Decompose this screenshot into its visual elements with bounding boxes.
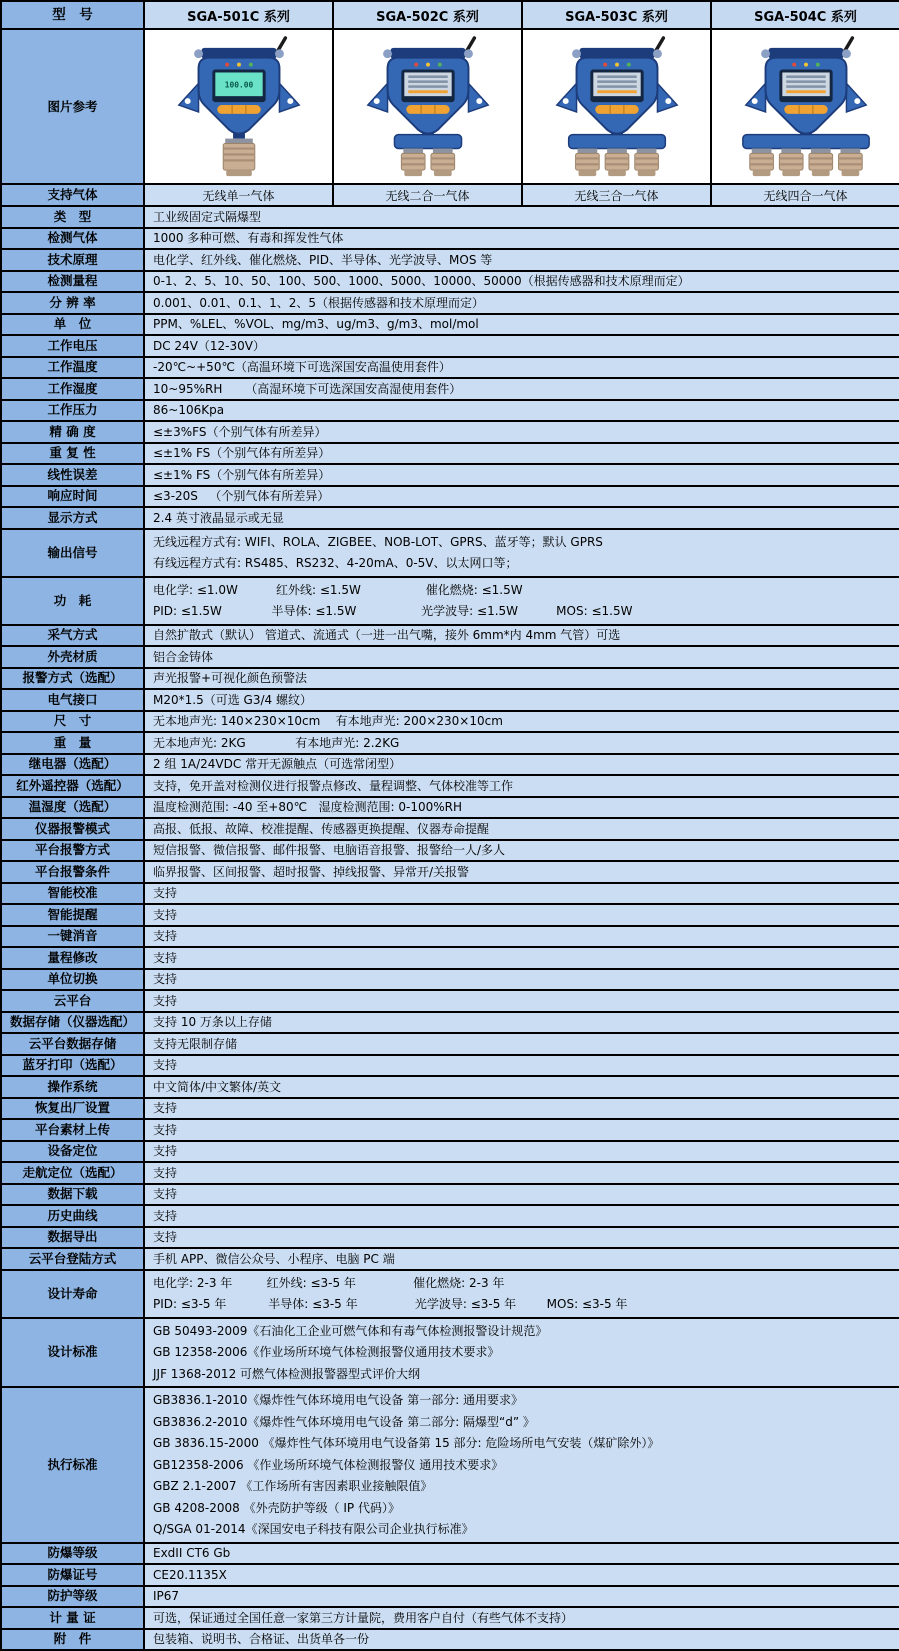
- spec-row-value: [144, 1387, 899, 1543]
- gas-detector-illustration: [339, 34, 517, 182]
- product-image-cell: [522, 29, 711, 184]
- spec-row-label: 检测量程: [1, 271, 144, 293]
- spec-row: [1, 1012, 899, 1034]
- sensor-probe: [779, 148, 803, 176]
- spec-row-value: 支持: [144, 1141, 899, 1163]
- mounting-wing: [657, 83, 677, 112]
- spec-row-label: 恢复出厂设置: [1, 1098, 144, 1120]
- spec-row-value: 自然扩散式（默认） 管道式、流通式（一进一出气嘴，接外 6mm*内 4mm 气管）可选: [144, 625, 899, 647]
- spec-row-value: 无本地声光: 2KG 有本地声光: 2.2KG: [144, 732, 899, 754]
- spec-row: [1, 732, 899, 754]
- spec-row-label: 附 件: [1, 1629, 144, 1651]
- spec-row-label: 响应时间: [1, 486, 144, 508]
- image-row-label: 图片参考: [1, 29, 144, 184]
- gas-type-value: 无线二合一气体: [333, 184, 522, 206]
- spec-row-label: 外壳材质: [1, 646, 144, 668]
- spec-row-label: 设备定位: [1, 1141, 144, 1163]
- spec-row-label: 设计寿命: [1, 1270, 144, 1318]
- spec-row: [1, 818, 899, 840]
- sensor-probe: [808, 148, 832, 176]
- model-header: SGA-503C 系列: [522, 1, 711, 29]
- spec-row-label: 重 复 性: [1, 443, 144, 465]
- spec-line: 无线远程方式有: WIFI、ROLA、ZIGBEE、NOB-LOT、GPRS、蓝牙等；默认 GPRS: [153, 534, 603, 549]
- spec-row-label: 数据导出: [1, 1227, 144, 1249]
- spec-row: [1, 646, 899, 668]
- spec-row-value: ≤±1% FS（个别气体有所差异）: [144, 464, 899, 486]
- gas-type-value: 无线单一气体: [144, 184, 333, 206]
- spec-row: [1, 711, 899, 733]
- model-header-label: 型 号: [1, 1, 144, 29]
- spec-line: GB3836.1-2010《爆炸性气体环境用电气设备 第一部分: 通用要求》: [153, 1393, 524, 1407]
- gas-detector-illustration: [150, 34, 328, 182]
- spec-row-value: [144, 1270, 899, 1318]
- spec-row-value: 支持: [144, 1119, 899, 1141]
- spec-line: PID: ≤3-5 年 半导体: ≤3-5 年 光学波导: ≤3-5 年 MOS: ≤3-5 年: [153, 1297, 628, 1311]
- spec-row-label: 技术原理: [1, 249, 144, 271]
- spec-row-label: 数据下载: [1, 1184, 144, 1206]
- spec-row-value: 支持: [144, 947, 899, 969]
- spec-row-label: 执行标准: [1, 1387, 144, 1543]
- spec-row-value: 支持，免开盖对检测仪进行报警点修改、量程调整、气体校准等工作: [144, 775, 899, 797]
- spec-row: [1, 969, 899, 991]
- spec-row-value: 中文简体/中文繁体/英文: [144, 1076, 899, 1098]
- spec-line: PID: ≤1.5W 半导体: ≤1.5W 光学波导: ≤1.5W MOS: ≤1.5W: [153, 604, 633, 618]
- spec-row: [1, 1629, 899, 1651]
- spec-row-label: 数据存储（仪器选配）: [1, 1012, 144, 1034]
- spec-row: [1, 1205, 899, 1227]
- mounting-wing: [468, 83, 488, 112]
- spec-line: GB 50493-2009《石油化工企业可燃气体和有毒气体检测报警设计规范》: [153, 1323, 548, 1338]
- product-image-cell: [711, 29, 899, 184]
- gas-type-value: 无线四合一气体: [711, 184, 899, 206]
- spec-row: [1, 1055, 899, 1077]
- spec-row-value: 0.001、0.01、0.1、1、2、5（根据传感器和技术原理而定）: [144, 292, 899, 314]
- spec-row-label: 量程修改: [1, 947, 144, 969]
- spec-line: Q/SGA 01-2014《深国安电子科技有限公司企业执行标准》: [153, 1522, 474, 1536]
- spec-row-label: 温湿度（选配）: [1, 797, 144, 819]
- spec-row-value: 支持: [144, 1055, 899, 1077]
- spec-row-label: 云平台: [1, 990, 144, 1012]
- spec-row-value: 包装箱、说明书、合格证、出货单各一份: [144, 1629, 899, 1651]
- spec-row-label: 走航定位（选配）: [1, 1162, 144, 1184]
- spec-row: [1, 1076, 899, 1098]
- spec-row-value: [144, 1318, 899, 1388]
- model-header: SGA-501C 系列: [144, 1, 333, 29]
- spec-row: [1, 206, 899, 228]
- spec-row-value: 支持: [144, 1227, 899, 1249]
- sensor-probe: [401, 148, 425, 176]
- model-header: SGA-504C 系列: [711, 1, 899, 29]
- gas-type-value: 无线三合一气体: [522, 184, 711, 206]
- spec-row: [1, 668, 899, 690]
- spec-row: [1, 443, 899, 465]
- spec-row-label: 云平台数据存储: [1, 1033, 144, 1055]
- spec-row-value: 0-1、2、5、10、50、100、500、1000、5000、10000、50000（根据传感器和技术原理而定）: [144, 271, 899, 293]
- model-header: SGA-502C 系列: [333, 1, 522, 29]
- sensor-probe: [634, 148, 658, 176]
- spec-row: [1, 1098, 899, 1120]
- spec-row: [1, 421, 899, 443]
- spec-row-label: 显示方式: [1, 507, 144, 529]
- mounting-wing: [178, 83, 198, 112]
- spec-row-label: 工作温度: [1, 357, 144, 379]
- spec-row-value: -20℃~+50℃（高温环境下可选深国安高温使用套件）: [144, 357, 899, 379]
- spec-row-label: 防护等级: [1, 1586, 144, 1608]
- spec-row: [1, 689, 899, 711]
- gas-detector-illustration: [528, 34, 706, 182]
- spec-row: [1, 529, 899, 577]
- spec-row: [1, 400, 899, 422]
- spec-row: [1, 1270, 899, 1318]
- spec-row-label: 操作系统: [1, 1076, 144, 1098]
- spec-row: [1, 314, 899, 336]
- spec-row-label: 采气方式: [1, 625, 144, 647]
- spec-row-value: CE20.1135X: [144, 1564, 899, 1586]
- spec-row-value: 支持: [144, 969, 899, 991]
- spec-row-value: 支持: [144, 1162, 899, 1184]
- mounting-wing: [279, 83, 299, 112]
- keypad-buttons: [784, 105, 827, 114]
- spec-row-label: 继电器（选配）: [1, 754, 144, 776]
- spec-row-label: 重 量: [1, 732, 144, 754]
- keypad-buttons: [217, 105, 260, 114]
- product-image-cell: [333, 29, 522, 184]
- spec-row-value: 2 组 1A/24VDC 常开无源触点（可选常闭型）: [144, 754, 899, 776]
- spec-row-label: 单 位: [1, 314, 144, 336]
- spec-row-value: 支持: [144, 904, 899, 926]
- spec-row-value: ≤±1% FS（个别气体有所差异）: [144, 443, 899, 465]
- gas-detector-illustration: [717, 34, 895, 182]
- spec-row-value: 无本地声光: 140×230×10cm 有本地声光: 200×230×10cm: [144, 711, 899, 733]
- spec-row-value: 支持: [144, 1184, 899, 1206]
- spec-line: JJF 1368-2012 可燃气体检测报警器型式评价大纲: [153, 1366, 421, 1381]
- spec-row-value: 温度检测范围: -40 至+80℃ 湿度检测范围: 0-100%RH: [144, 797, 899, 819]
- sensor-probe: [430, 148, 454, 176]
- spec-row-label: 设计标准: [1, 1318, 144, 1388]
- sensor-probe: [575, 148, 599, 176]
- sensor-manifold: [568, 135, 665, 149]
- spec-row-label: 计 量 证: [1, 1607, 144, 1629]
- sensor-probe: [605, 148, 629, 176]
- spec-row-label: 工作湿度: [1, 378, 144, 400]
- spec-row-label: 云平台登陆方式: [1, 1248, 144, 1270]
- model-header-row: [1, 1, 899, 29]
- mounting-wing: [367, 83, 387, 112]
- spec-row-value: 手机 APP、微信公众号、小程序、电脑 PC 端: [144, 1248, 899, 1270]
- spec-row: [1, 1227, 899, 1249]
- spec-row-value: [144, 529, 899, 577]
- spec-row-label: 平台素材上传: [1, 1119, 144, 1141]
- spec-row-value: IP67: [144, 1586, 899, 1608]
- product-image-row: [1, 29, 899, 184]
- sensor-manifold: [742, 135, 868, 149]
- spec-row: [1, 271, 899, 293]
- spec-row-label: 工作压力: [1, 400, 144, 422]
- spec-row: [1, 292, 899, 314]
- keypad-buttons: [406, 105, 449, 114]
- spec-row-label: 报警方式（选配）: [1, 668, 144, 690]
- spec-row-label: 功 耗: [1, 577, 144, 625]
- spec-line: GB 4208-2008 《外壳防护等级（ IP 代码）》: [153, 1500, 400, 1515]
- spec-line: 电化学: 2-3 年 红外线: ≤3-5 年 催化燃烧: 2-3 年: [153, 1275, 505, 1290]
- spec-row-value: M20*1.5（可选 G3/4 螺纹）: [144, 689, 899, 711]
- spec-row: [1, 1564, 899, 1586]
- spec-row-label: 分 辨 率: [1, 292, 144, 314]
- spec-row: [1, 775, 899, 797]
- spec-row-value: 电化学、红外线、催化燃烧、PID、半导体、光学波导、MOS 等: [144, 249, 899, 271]
- spec-row: [1, 1141, 899, 1163]
- spec-row-value: ExdII CT6 Gb: [144, 1543, 899, 1565]
- spec-row: [1, 1248, 899, 1270]
- mounting-wing: [556, 83, 576, 112]
- spec-row-label: 电气接口: [1, 689, 144, 711]
- spec-row-value: 支持无限制存储: [144, 1033, 899, 1055]
- spec-row-label: 线性误差: [1, 464, 144, 486]
- spec-row-value: 1000 多种可燃、有毒和挥发性气体: [144, 228, 899, 250]
- spec-line: GB12358-2006 《作业场所环境气体检测报警仪 通用技术要求》: [153, 1457, 504, 1472]
- spec-row: [1, 990, 899, 1012]
- spec-row: [1, 1387, 899, 1543]
- spec-row-label: 单位切换: [1, 969, 144, 991]
- spec-row: [1, 797, 899, 819]
- mounting-wing: [846, 83, 866, 112]
- sensor-probe: [838, 148, 862, 176]
- spec-row-value: 可选，保证通过全国任意一家第三方计量院，费用客户自付（有些气体不支持）: [144, 1607, 899, 1629]
- spec-row-label: 智能提醒: [1, 904, 144, 926]
- spec-row-label: 工作电压: [1, 335, 144, 357]
- spec-row-value: DC 24V（12-30V）: [144, 335, 899, 357]
- spec-line: GBZ 2.1-2007 《工作场所有害因素职业接触限值》: [153, 1479, 433, 1493]
- supported-gas-row: [1, 184, 899, 206]
- spec-row: [1, 1119, 899, 1141]
- spec-row: [1, 754, 899, 776]
- product-image-cell: [144, 29, 333, 184]
- spec-row-value: 铝合金铸体: [144, 646, 899, 668]
- gas-row-label: 支持气体: [1, 184, 144, 206]
- lcd-reading: 100.00: [224, 80, 253, 90]
- spec-row-value: 支持: [144, 926, 899, 948]
- spec-row-value: 2.4 英寸液晶显示或无显: [144, 507, 899, 529]
- spec-row: [1, 1033, 899, 1055]
- spec-row: [1, 1318, 899, 1388]
- spec-row-label: 防爆等级: [1, 1543, 144, 1565]
- spec-row: [1, 577, 899, 625]
- spec-row: [1, 357, 899, 379]
- spec-row-value: [144, 577, 899, 625]
- spec-row: [1, 1543, 899, 1565]
- spec-row-label: 红外遥控器（选配）: [1, 775, 144, 797]
- spec-row-value: 86~106Kpa: [144, 400, 899, 422]
- mounting-wing: [745, 83, 765, 112]
- spec-row-value: 声光报警+可视化颜色预警法: [144, 668, 899, 690]
- spec-row-value: 支持 10 万条以上存储: [144, 1012, 899, 1034]
- spec-row-label: 防爆证号: [1, 1564, 144, 1586]
- spec-row-value: 10~95%RH （高湿环境下可选深国安高湿使用套件）: [144, 378, 899, 400]
- sensor-probe: [749, 148, 773, 176]
- spec-row: [1, 1586, 899, 1608]
- sensor-probe: [223, 139, 255, 176]
- spec-row-value: PPM、%LEL、%VOL、mg/m3、ug/m3、g/m3、mol/mol: [144, 314, 899, 336]
- spec-row: [1, 249, 899, 271]
- spec-line: 有线远程方式有: RS485、RS232、4-20mA、0-5V、以太网口等；: [153, 556, 518, 570]
- spec-row: [1, 464, 899, 486]
- spec-row: [1, 1607, 899, 1629]
- spec-row: [1, 335, 899, 357]
- spec-row: [1, 883, 899, 905]
- spec-row-label: 类 型: [1, 206, 144, 228]
- spec-row: [1, 507, 899, 529]
- spec-row-value: 短信报警、微信报警、邮件报警、电脑语音报警、报警给一人/多人: [144, 840, 899, 862]
- spec-row-label: 一键消音: [1, 926, 144, 948]
- spec-line: 电化学: ≤1.0W 红外线: ≤1.5W 催化燃烧: ≤1.5W: [153, 582, 523, 597]
- spec-row: [1, 378, 899, 400]
- spec-line: GB 3836.15-2000 《爆炸性气体环境用电气设备第 15 部分: 危险场所电气安装（煤矿除外）》: [153, 1436, 660, 1450]
- spec-row-value: ≤±3%FS（个别气体有所差异）: [144, 421, 899, 443]
- spec-row-label: 智能校准: [1, 883, 144, 905]
- spec-row-value: 支持: [144, 883, 899, 905]
- spec-row-value: 支持: [144, 1205, 899, 1227]
- spec-row-label: 仪器报警模式: [1, 818, 144, 840]
- spec-row: [1, 947, 899, 969]
- sensor-manifold: [394, 135, 461, 149]
- spec-row: [1, 1184, 899, 1206]
- spec-line: GB3836.2-2010《爆炸性气体环境用电气设备 第二部分: 隔爆型“d” 》: [153, 1414, 535, 1429]
- spec-row-label: 精 确 度: [1, 421, 144, 443]
- spec-row-label: 平台报警条件: [1, 861, 144, 883]
- spec-row: [1, 1162, 899, 1184]
- spec-row: [1, 625, 899, 647]
- spec-table-body: [1, 1, 899, 1650]
- spec-row: [1, 228, 899, 250]
- keypad-buttons: [595, 105, 638, 114]
- spec-row-value: 临界报警、区间报警、超时报警、掉线报警、异常开/关报警: [144, 861, 899, 883]
- spec-row: [1, 861, 899, 883]
- spec-row: [1, 486, 899, 508]
- spec-row-label: 尺 寸: [1, 711, 144, 733]
- spec-row: [1, 926, 899, 948]
- spec-row-label: 检测气体: [1, 228, 144, 250]
- spec-row-value: ≤3-20S （个别气体有所差异）: [144, 486, 899, 508]
- spec-row: [1, 904, 899, 926]
- spec-row-label: 历史曲线: [1, 1205, 144, 1227]
- spec-row-value: 工业级固定式隔爆型: [144, 206, 899, 228]
- spec-row-value: 支持: [144, 1098, 899, 1120]
- spec-line: GB 12358-2006《作业场所环境气体检测报警仪通用技术要求》: [153, 1345, 500, 1359]
- spec-row-value: 高报、低报、故障、校准提醒、传感器更换提醒、仪器寿命提醒: [144, 818, 899, 840]
- spec-row-label: 输出信号: [1, 529, 144, 577]
- spec-row-label: 蓝牙打印（选配）: [1, 1055, 144, 1077]
- spec-row-value: 支持: [144, 990, 899, 1012]
- spec-row-label: 平台报警方式: [1, 840, 144, 862]
- spec-row: [1, 840, 899, 862]
